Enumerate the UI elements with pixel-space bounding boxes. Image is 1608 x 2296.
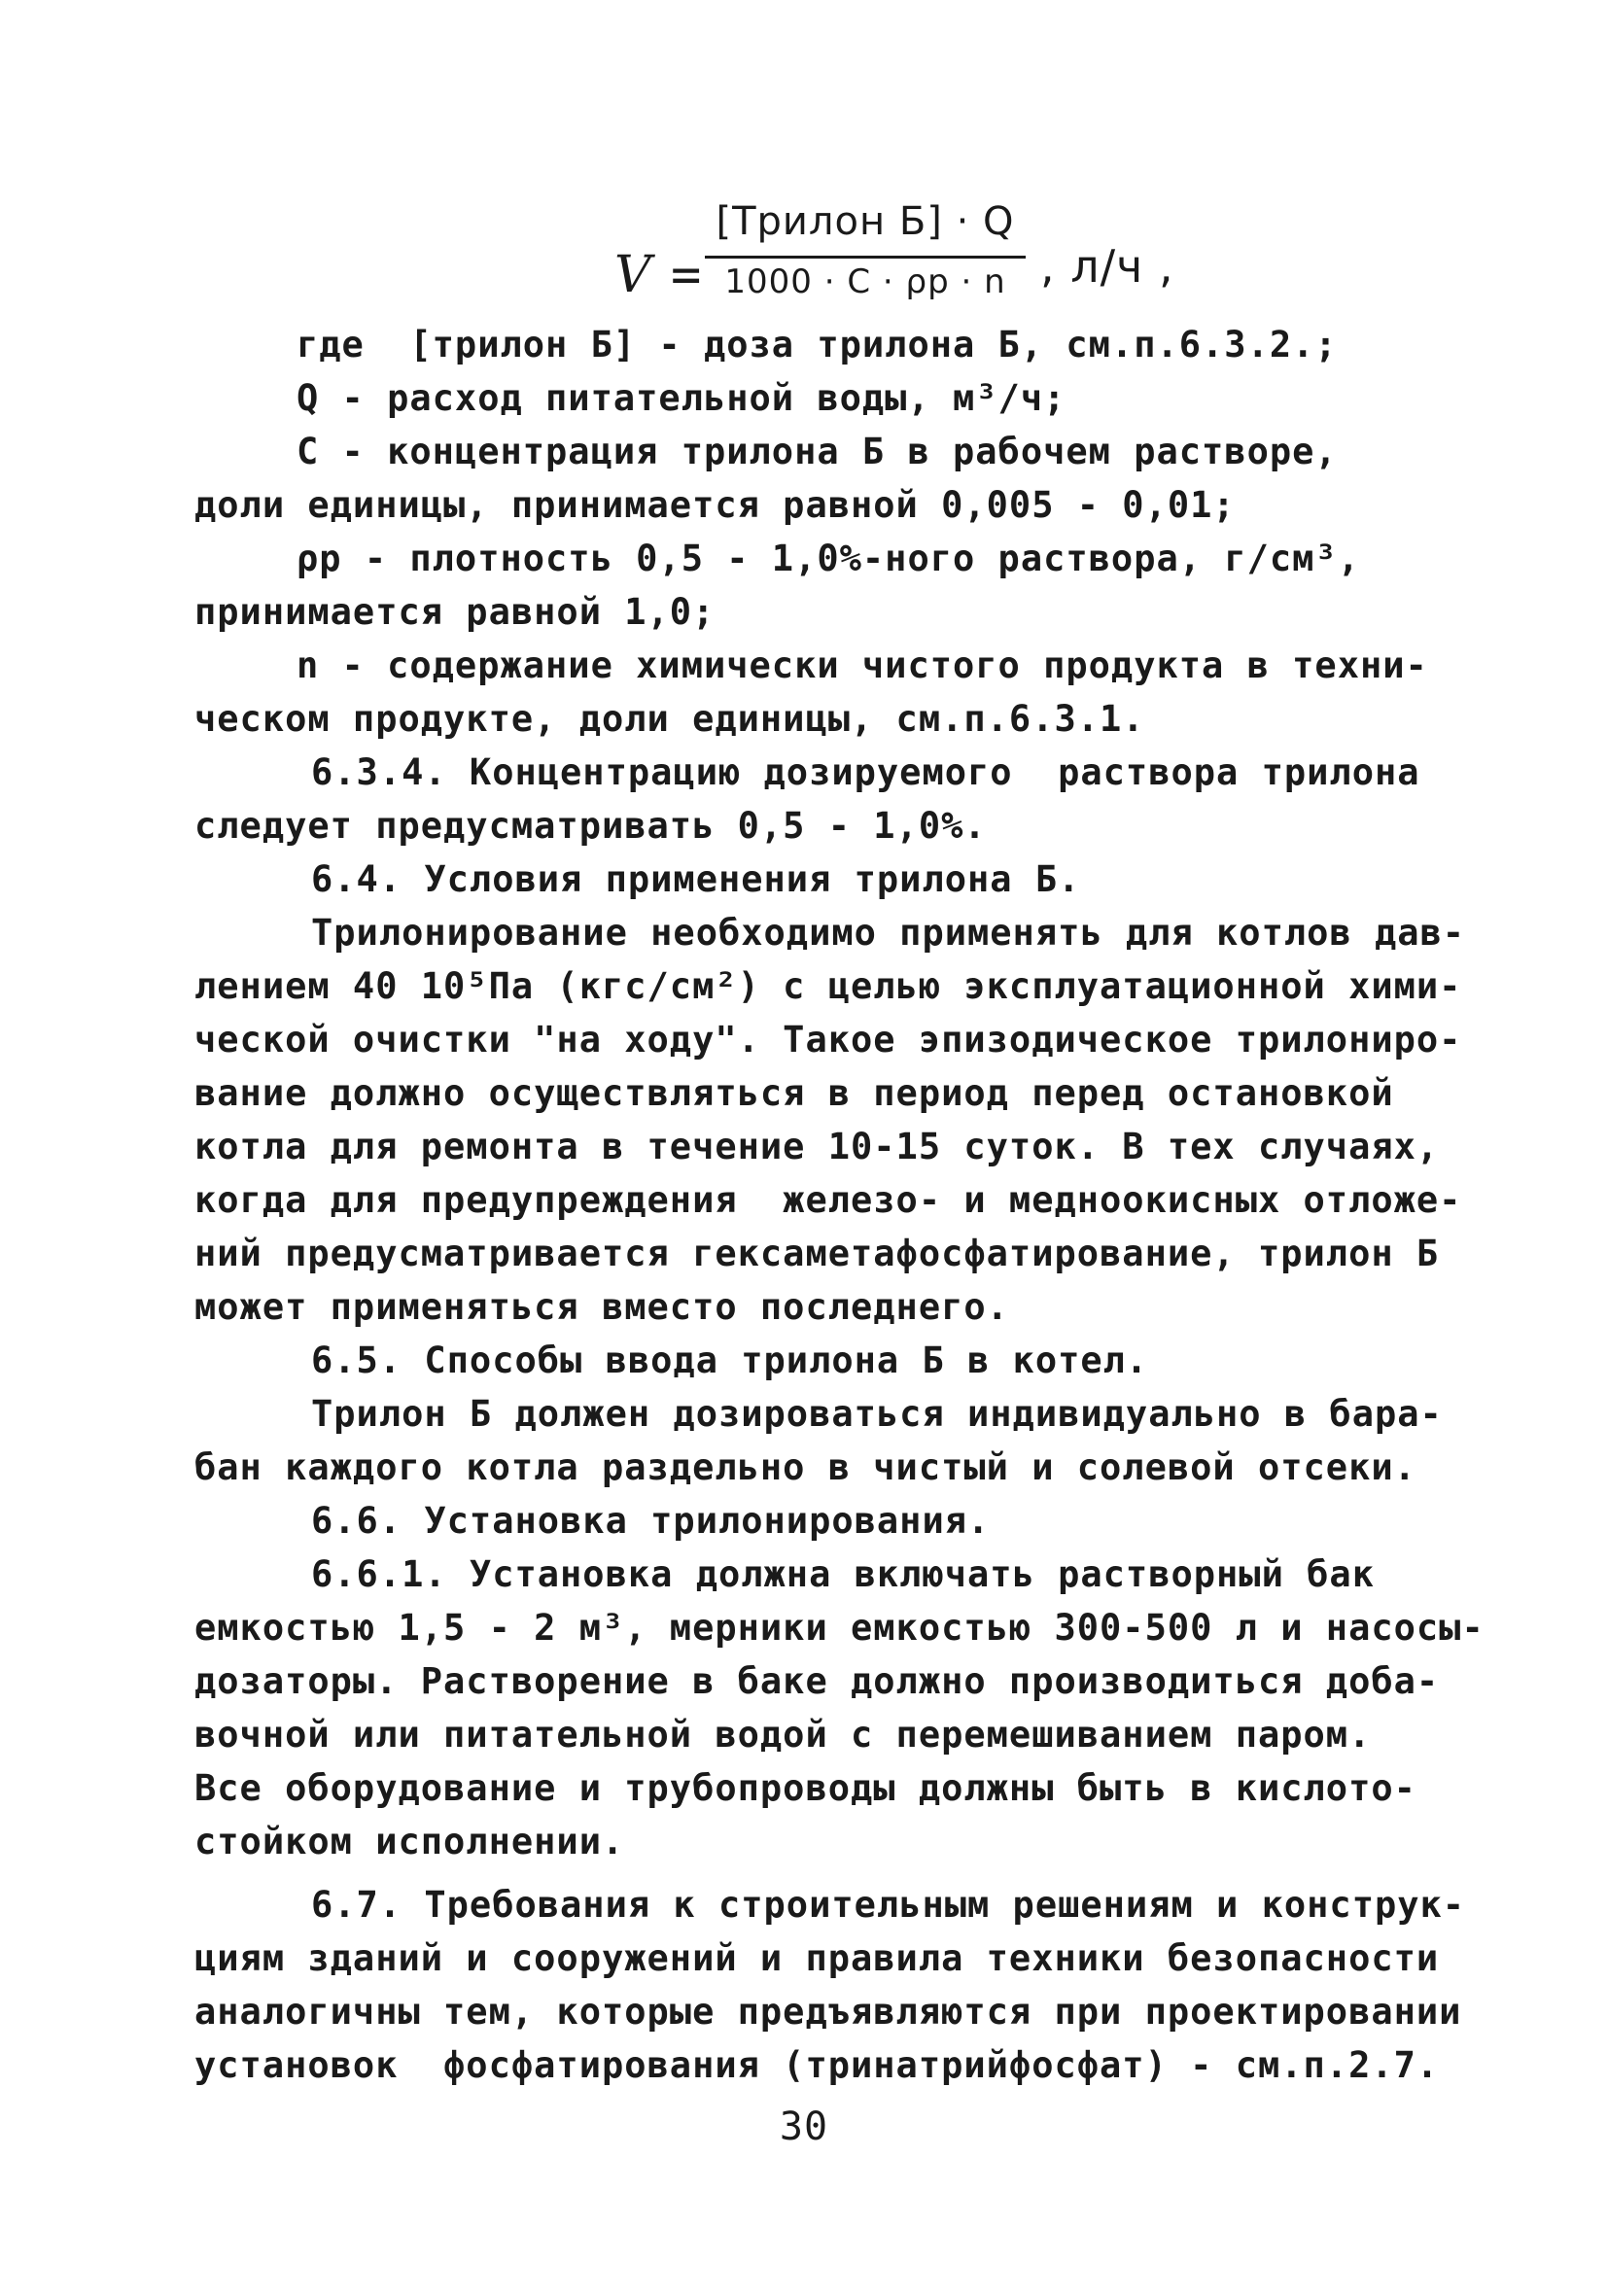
text-line: Трилон Б должен дозироваться индивидуально в бара- — [311, 1393, 1443, 1435]
text-line: котла для ремонта в течение 10-15 суток. В тех случаях, — [194, 1126, 1440, 1167]
text-line: n - содержание химически чистого продукта в техни- — [297, 644, 1428, 686]
text-line: 6.3.4. Концентрацию дозируемого раствора трилона — [311, 751, 1420, 793]
section-heading: 6.7. Требования к строительным решениям и конструк- — [311, 1884, 1466, 1926]
text-line: ческом продукте, доли единицы, см.п.6.3.1. — [194, 698, 1145, 740]
text-line: 6.6.1. Установка должна включать растворный бак — [311, 1553, 1375, 1595]
text-line: Q - расход питательной воды, м³/ч; — [297, 377, 1066, 419]
formula-block — [603, 190, 1225, 335]
text-line: аналогичны тем, которые предъявляются при проектировании — [194, 1991, 1462, 2033]
section-heading: 6.6. Установка трилонирования. — [311, 1500, 991, 1542]
text-line: дозаторы. Растворение в баке должно производиться доба- — [194, 1660, 1440, 1702]
text-line: Все оборудование и трубопроводы должны быть в кислото- — [194, 1767, 1416, 1809]
text-line: вание должно осуществляться в период перед остановкой — [194, 1072, 1394, 1114]
text-line: вочной или питательной водой с перемешиванием паром. — [194, 1714, 1372, 1756]
formula-lhs: V — [614, 246, 652, 304]
fraction-bar — [705, 256, 1026, 259]
section-heading: 6.5. Способы ввода трилона Б в котел. — [311, 1339, 1149, 1381]
text-line: принимается равной 1,0; — [194, 591, 716, 633]
formula-denominator: 1000 · C · ρр · n — [724, 262, 1006, 301]
formula-unit: , л/ч , — [1040, 240, 1174, 293]
section-heading: 6.4. Условия применения трилона Б. — [311, 858, 1081, 900]
text-line: где [трилон Б] - доза трилона Б, см.п.6.3.2.; — [297, 324, 1338, 365]
text-line: ρр - плотность 0,5 - 1,0%-ного раствора, г/см³, — [297, 538, 1360, 579]
text-line: ний предусматривается гексаметафосфатирование, трилон Б — [194, 1233, 1440, 1274]
text-line: ческой очистки "на ходу". Такое эпизодическое трилониро- — [194, 1019, 1462, 1061]
page-number: 30 — [779, 2105, 829, 2149]
text-line: доли единицы, принимается равной 0,005 - 0,01; — [194, 484, 1236, 526]
text-line: установок фосфатирования (тринатрийфосфат) - см.п.2.7. — [194, 2044, 1440, 2086]
text-line: следует предусматривать 0,5 - 1,0%. — [194, 805, 987, 847]
text-line: лением 40 10⁵Па (кгс/см²) с целью эксплуатационной хими- — [194, 965, 1462, 1007]
text-line: Трилонирование необходимо применять для котлов дав- — [311, 912, 1466, 954]
formula-equals: = — [671, 246, 703, 304]
formula-numerator: [Трилон Б] · Q — [716, 199, 1015, 244]
text-line: когда для предупреждения железо- и медноокисных отложе- — [194, 1179, 1462, 1221]
text-line: может применяться вместо последнего. — [194, 1286, 1009, 1328]
text-line: циям зданий и сооружений и правила техники безопасности — [194, 1937, 1440, 1979]
text-line: С - концентрация трилона Б в рабочем растворе, — [297, 431, 1338, 472]
text-line: емкостью 1,5 - 2 м³, мерники емкостью 300-500 л и насосы- — [194, 1607, 1485, 1649]
text-line: бан каждого котла раздельно в чистый и солевой отсеки. — [194, 1446, 1416, 1488]
text-line: стойком исполнении. — [194, 1821, 625, 1862]
